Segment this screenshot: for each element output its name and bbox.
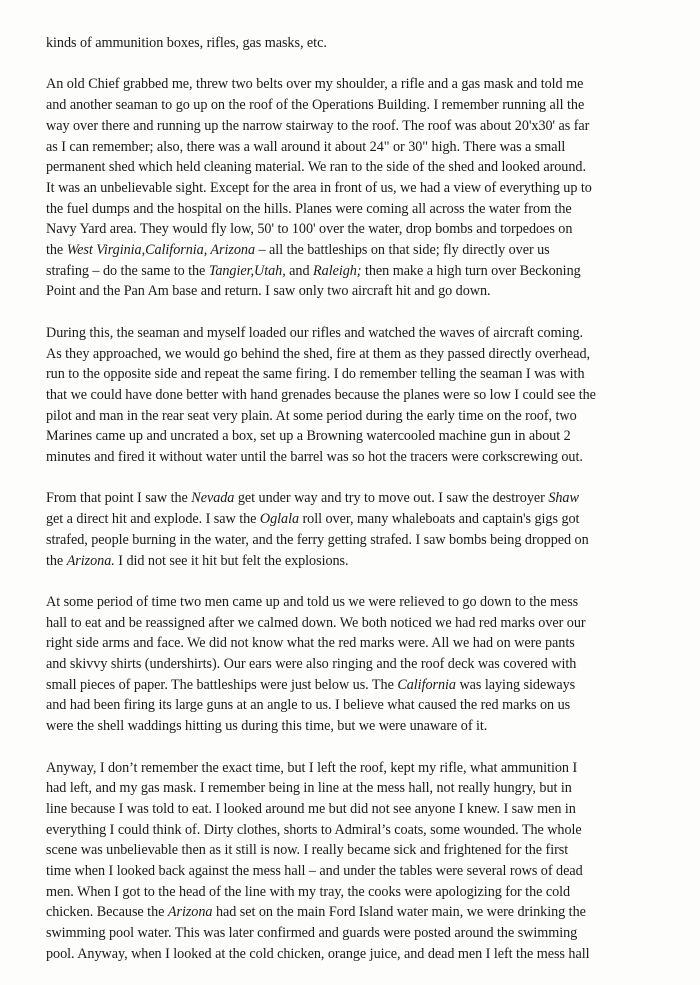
text-run: pool. Anyway, when I looked at the cold chicken, orange juice, and dead men I left the mess hall — [46, 945, 590, 962]
text-run: From that point I saw the — [46, 490, 192, 507]
text-run: strafing – do the same to the — [46, 262, 209, 279]
text-line — [46, 840, 676, 861]
text-line — [46, 261, 676, 282]
text-run: Anyway, I don’t remember the exact time, but I left the roof, kept my rifle, what ammunition I — [46, 759, 578, 776]
text-run: and skivvy shirts (undershirts). Our ears were also ringing and the roof deck was covered with — [46, 656, 577, 673]
text-line — [46, 778, 676, 799]
italic-text: Shaw — [548, 490, 579, 507]
text-line — [46, 137, 676, 158]
text-run: and — [285, 262, 314, 279]
italic-text: Arizona — [167, 904, 213, 921]
text-line — [46, 344, 676, 365]
text-line — [46, 199, 676, 220]
text-run: small pieces of paper. The battleships were just below us. The — [46, 676, 398, 693]
text-run: the fuel dumps and the hospital on the hills. Planes were coming all across the water from the — [46, 200, 572, 217]
text-line — [46, 675, 676, 696]
text-run: An old Chief grabbed me, threw two belts over my shoulder, a rifle and a gas mask and told me — [46, 76, 584, 93]
text-run: get under way and try to move out. I saw the destroyer — [234, 490, 549, 507]
text-run: permanent shed which held cleaning material. We ran to the side of the shed and looked around. — [46, 159, 586, 176]
text-run: that we could have done better with hand grenades because the planes were so low I could see the — [46, 386, 596, 403]
text-run: get a direct hit and explode. I saw the — [46, 511, 260, 528]
text-run: During this, the seaman and myself loaded our rifles and watched the waves of aircraft coming. — [46, 324, 584, 341]
text-line — [46, 716, 676, 737]
text-line — [46, 240, 676, 261]
text-line — [46, 820, 676, 841]
text-run: the — [46, 242, 67, 259]
text-run: strafed, people burning in the water, and the ferry getting strafed. I saw bombs being dropped on — [46, 531, 589, 548]
text-line — [46, 447, 676, 468]
text-run: men. When I got to the head of the line with my tray, the cooks were apologizing for the cold — [46, 883, 571, 900]
text-run: line because I was told to eat. I looked around me but did not see anyone I knew. I saw men in — [46, 800, 576, 817]
text-line — [46, 95, 676, 116]
text-line — [46, 799, 676, 820]
text-run: the — [46, 552, 67, 569]
text-line — [46, 426, 676, 447]
text-run: pilot and man in the rear seat very plain. At some period during the early time on the roof, two — [46, 407, 577, 424]
paragraph — [46, 323, 676, 468]
text-run: hall to eat and be reassigned after we calmed down. We both noticed we had red marks over our — [46, 614, 586, 631]
italic-text: California — [397, 676, 456, 693]
text-run: swimming pool water. This was later confirmed and guards were posted around the swimming — [46, 925, 578, 942]
text-run: then make a high turn over Beckoning — [361, 262, 581, 279]
text-run: minutes and fired it without water until the barrel was so hot the tracers were corkscrewing out. — [46, 449, 583, 466]
text-line — [46, 695, 676, 716]
text-run: were the shell waddings hitting us during this time, but we were unaware of it. — [46, 718, 488, 735]
text-line — [46, 488, 676, 509]
text-run: – all the battleships on that side; fly directly over us — [255, 242, 550, 259]
text-line — [46, 758, 676, 779]
text-line — [46, 944, 676, 965]
paragraph — [46, 488, 676, 571]
paragraph — [46, 74, 676, 302]
text-line — [46, 530, 676, 551]
text-run: right side arms and face. We did not know what the red marks were. All we had on were pants — [46, 635, 575, 652]
text-run: and another seaman to go up on the roof of the Operations Building. I remember running all the — [46, 97, 585, 114]
italic-text: West Virginia,California, Arizona — [66, 242, 256, 259]
text-run: Navy Yard area. They would fly low, 50' to 100' over the water, drop bombs and torpedoes on — [46, 221, 573, 238]
italic-text: Tangier,Utah, — [208, 262, 286, 279]
text-run: as I can remember; also, there was a wall around it about 24" or 30" high. There was a small — [46, 138, 566, 155]
text-run: roll over, many whaleboats and captain's gigs got — [299, 511, 580, 528]
text-line — [46, 861, 676, 882]
italic-text: Oglala — [259, 511, 300, 528]
document-page — [46, 33, 676, 985]
text-run: At some period of time two men came up and told us we were relieved to go down to the mess — [46, 593, 579, 610]
text-line — [46, 364, 676, 385]
text-line — [46, 613, 676, 634]
text-line — [46, 592, 676, 613]
text-line — [46, 219, 676, 240]
text-run: and had been firing its large guns at an angle to us. I believe what caused the red marks on us — [46, 697, 571, 714]
text-line — [46, 406, 676, 427]
text-run: had left, and my gas mask. I remember being in line at the mess hall, not really hungry, but in — [46, 780, 572, 797]
text-run: had set on the main Ford Island water main, we were drinking the — [212, 904, 586, 921]
text-line — [46, 74, 676, 95]
text-run: As they approached, we would go behind the shed, fire at them as they passed directly overhead, — [46, 345, 591, 362]
text-run: everything I could think of. Dirty clothes, shorts to Admiral’s coats, some wounded. The whole — [46, 821, 582, 838]
text-line — [46, 551, 676, 572]
text-line — [46, 902, 676, 923]
text-run: I did not see it hit but felt the explosions. — [114, 552, 349, 569]
italic-text: Raleigh; — [313, 262, 362, 279]
text-line — [46, 157, 676, 178]
text-line — [46, 654, 676, 675]
text-run: kinds of ammunition boxes, rifles, gas masks, etc. — [46, 35, 327, 51]
text-line — [46, 923, 676, 944]
text-run: was laying sideways — [455, 676, 576, 693]
italic-text: Nevada — [191, 490, 235, 507]
text-run: way over there and running up the narrow stairway to the roof. The roof was about 20'x30' as far — [46, 117, 590, 134]
italic-text: Arizona. — [66, 552, 115, 569]
text-run: time when I looked back against the mess hall – and under the tables were several rows of dead — [46, 863, 583, 880]
text-line — [46, 633, 676, 654]
paragraph — [46, 592, 676, 737]
text-line — [46, 33, 676, 54]
paragraph — [46, 33, 676, 54]
text-run: Point and the Pan Am base and return. I saw only two aircraft hit and go down. — [46, 283, 491, 300]
text-line — [46, 178, 676, 199]
text-run: scene was unbelievable then as it still is now. I really became sick and frightened for the first — [46, 842, 569, 859]
text-line — [46, 116, 676, 137]
text-run: Marines came up and uncrated a box, set up a Browning watercooled machine gun in about 2 — [46, 428, 571, 445]
text-line — [46, 385, 676, 406]
text-line — [46, 882, 676, 903]
text-run: run to the opposite side and repeat the same firing. I do remember telling the seaman I was with — [46, 366, 585, 383]
paragraph — [46, 758, 676, 965]
text-line — [46, 509, 676, 530]
text-run: chicken. Because the — [46, 904, 168, 921]
text-run: It was an unbelievable sight. Except for the area in front of us, we had a view of everything up to — [46, 179, 592, 196]
text-line — [46, 323, 676, 344]
text-line — [46, 281, 676, 302]
